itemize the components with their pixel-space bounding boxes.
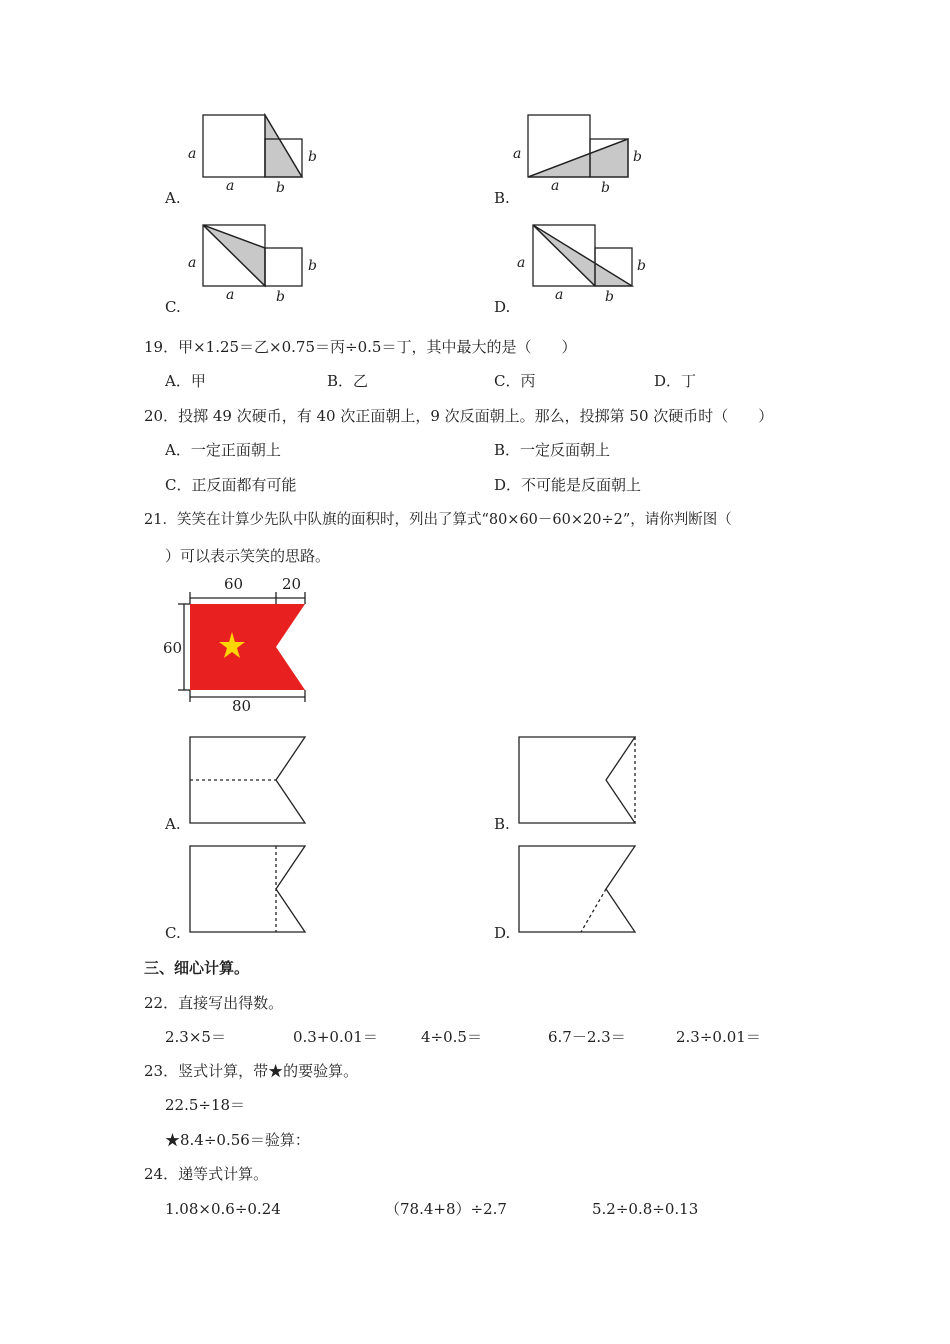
q22-item: 4÷0.5＝ [421, 1028, 482, 1046]
q21-option-b-figure [519, 737, 635, 823]
q20-option-c[interactable]: C．正反面都有可能 [165, 476, 297, 494]
q23-stem: 23．竖式计算，带★的要验算。 [144, 1062, 359, 1080]
q18-figure-d [533, 225, 632, 286]
q20-stem: 20．投掷 49 次硬币，有 40 次正面朝上，9 次反面朝上。那么，投掷第 50 次硬币时（ ） [144, 407, 774, 425]
q22-item: 2.3÷0.01＝ [676, 1028, 761, 1046]
q21-option-d[interactable]: D. [494, 924, 511, 942]
label-b: b [276, 180, 285, 196]
q21-stem-cont: ）可以表示笑笑的思路。 [165, 547, 331, 565]
q24-item: （78.4+8）÷2.7 [385, 1200, 507, 1218]
label-b: b [601, 180, 610, 196]
q24-item: 1.08×0.6÷0.24 [165, 1200, 281, 1218]
q19-option-b[interactable]: B．乙 [327, 372, 369, 390]
label-a: a [188, 146, 197, 162]
q22-item: 0.3+0.01＝ [293, 1028, 378, 1046]
label-a: a [513, 146, 522, 162]
label-b: b [633, 149, 642, 165]
label-a: a [517, 255, 526, 271]
label-b: b [308, 149, 317, 165]
q22-item: 2.3×5＝ [165, 1028, 226, 1046]
flag-figure [178, 592, 305, 702]
q20-option-b[interactable]: B．一定反面朝上 [494, 441, 611, 459]
label-b: b [308, 258, 317, 274]
q21-option-a[interactable]: A. [165, 815, 181, 833]
label-a: a [226, 178, 235, 194]
q24-item: 5.2÷0.8÷0.13 [592, 1200, 699, 1218]
label-b: b [637, 258, 646, 274]
q18-option-b[interactable]: B. [494, 189, 510, 207]
flag-dim-20: 20 [282, 575, 302, 593]
q18-figure-c [203, 225, 302, 286]
q18-figure-b [528, 115, 628, 177]
q21-option-c-figure [190, 846, 305, 932]
label-a: a [226, 287, 235, 303]
label-b: b [605, 289, 614, 305]
q23-item: ★8.4÷0.56＝验算： [165, 1131, 310, 1149]
q19-option-c[interactable]: C．丙 [494, 372, 536, 390]
flag-dim-60-left: 60 [163, 639, 183, 657]
q23-item: 22.5÷18＝ [165, 1096, 246, 1114]
q18-figure-a [203, 115, 302, 177]
q19-option-a[interactable]: A．甲 [165, 372, 206, 390]
q18-option-a[interactable]: A. [165, 189, 181, 207]
q21-option-a-figure [190, 737, 305, 823]
flag-dim-60-top: 60 [224, 575, 244, 593]
q22-stem: 22．直接写出得数。 [144, 994, 284, 1012]
q21-option-d-figure [519, 846, 635, 932]
q20-option-a[interactable]: A．一定正面朝上 [165, 441, 281, 459]
q21-option-c[interactable]: C. [165, 924, 181, 942]
section-title: 三、细心计算。 [144, 959, 250, 977]
flag-dim-80: 80 [232, 697, 252, 715]
label-a: a [188, 255, 197, 271]
label-a: a [555, 287, 564, 303]
q19-stem: 19．甲×1.25＝乙×0.75＝丙÷0.5＝丁，其中最大的是（ ） [144, 338, 577, 356]
q21-option-b[interactable]: B. [494, 815, 510, 833]
q22-item: 6.7－2.3＝ [548, 1028, 626, 1046]
q21-stem: 21．笑笑在计算少先队中队旗的面积时，列出了算式“80×60－60×20÷2”，请你判断图（ [144, 512, 732, 528]
q19-option-d[interactable]: D．丁 [654, 372, 697, 390]
q18-option-c[interactable]: C. [165, 298, 181, 316]
q20-option-d[interactable]: D．不可能是反面朝上 [494, 476, 642, 494]
q18-option-d[interactable]: D. [494, 298, 511, 316]
label-a: a [551, 178, 560, 194]
q24-stem: 24．递等式计算。 [144, 1165, 269, 1183]
label-b: b [276, 289, 285, 305]
